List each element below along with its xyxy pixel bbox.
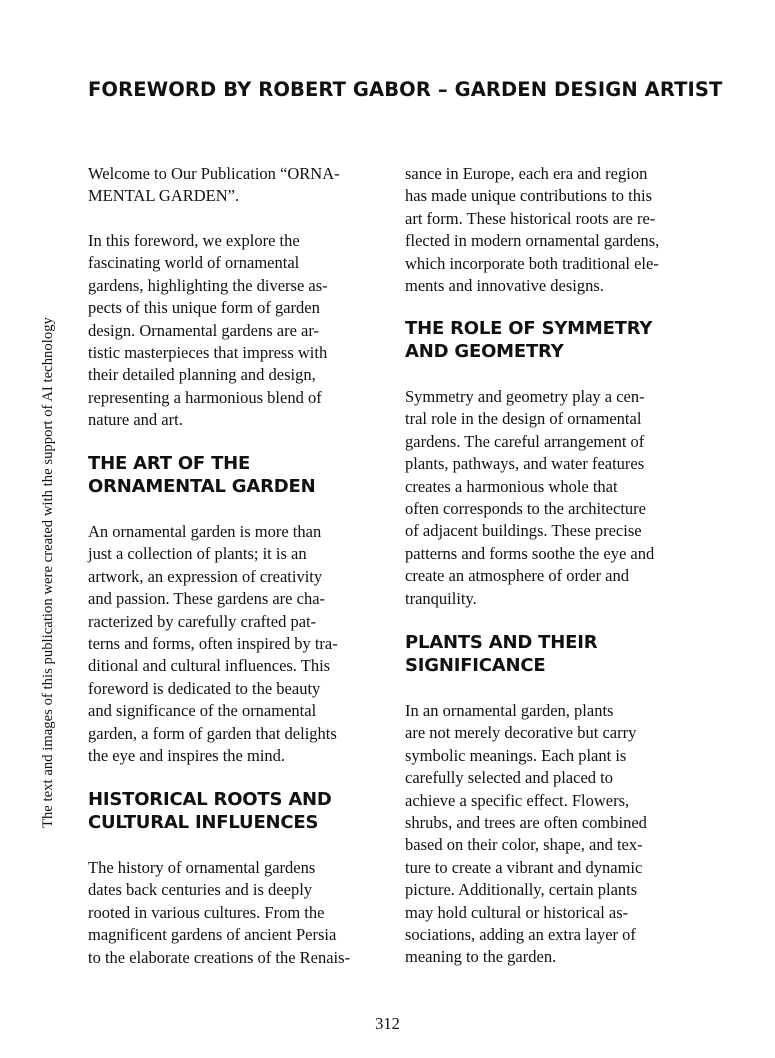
right-column (405, 163, 705, 297)
left-column (88, 857, 388, 969)
plants-paragraph: In an ornamental garden, plants are not merely decorative but carry symbolic meanings. Each plant is carefully selected and placed to achieve a specific effect. Flowers, shrubs, and trees are often combined based on their color, shape, and tex- ture to create a vibrant and dynamic picture. Additionally, certain plants may hold cultural or historical as- sociations, adding an extra layer of meaning to the garden. (405, 701, 647, 967)
section-heading-art: THE ART OF THE ORNAMENTAL GARDEN (88, 453, 316, 497)
art-paragraph: An ornamental garden is more than just a collection of plants; it is an artwork, an expression of creativity and passion. These gardens are cha- racterized by carefully crafted pat- terns and forms, often inspired by tra- ditional and cultural influences. This foreword is dedicated to the beauty and significance of the ornamental garden, a form of garden that delights the eye and inspires the mind. (88, 522, 338, 766)
page-number: 312 (375, 1014, 400, 1033)
right-column (405, 700, 705, 969)
foreword-paragraph: In this foreword, we explore the fascinating world of ornamental gardens, highlighting the diverse as- pects of this unique form of garden design. Ornamental gardens are ar- tistic masterpieces that impress with their detailed planning and design, representing a harmonious blend of nature and art. (88, 231, 328, 430)
ai-disclaimer-note: The text and images of this publication were created with the support of AI technology (40, 317, 56, 828)
symmetry-paragraph: Symmetry and geometry play a cen- tral role in the design of ornamental gardens. The careful arrangement of plants, pathways, and water features creates a harmonious whole that often corresponds to the architecture of adjacent buildings. These precise patterns and forms soothe the eye and create an atmosphere of order and tranquility. (405, 387, 655, 608)
left-column (88, 788, 388, 834)
left-column (88, 452, 388, 498)
left-column (88, 521, 388, 767)
section-heading-history: HISTORICAL ROOTS AND CULTURAL INFLUENCES (88, 789, 332, 833)
history-paragraph: The history of ornamental gardens dates back centuries and is deeply rooted in various cultures. From the magnificent gardens of ancient Persia to the elaborate creations of the Renais- (88, 858, 351, 967)
page-title: FOREWORD BY ROBERT GABOR – GARDEN DESIGN ARTIST (88, 78, 723, 101)
right-column (405, 631, 705, 677)
left-column (88, 230, 388, 432)
history-continued-paragraph: sance in Europe, each era and region has made unique contributions to this art form. These historical roots are re- flected in modern ornamental gardens, which incorporate both traditional ele- ments and innovative designs. (405, 164, 660, 296)
left-column (88, 163, 388, 208)
right-column (405, 386, 705, 610)
intro-paragraph: Welcome to Our Publication “ORNA- MENTAL GARDEN”. (88, 164, 340, 206)
section-heading-symmetry: THE ROLE OF SYMMETRY AND GEOMETRY (405, 318, 653, 362)
right-column (405, 317, 705, 363)
section-heading-plants: PLANTS AND THEIR SIGNIFICANCE (405, 632, 598, 676)
